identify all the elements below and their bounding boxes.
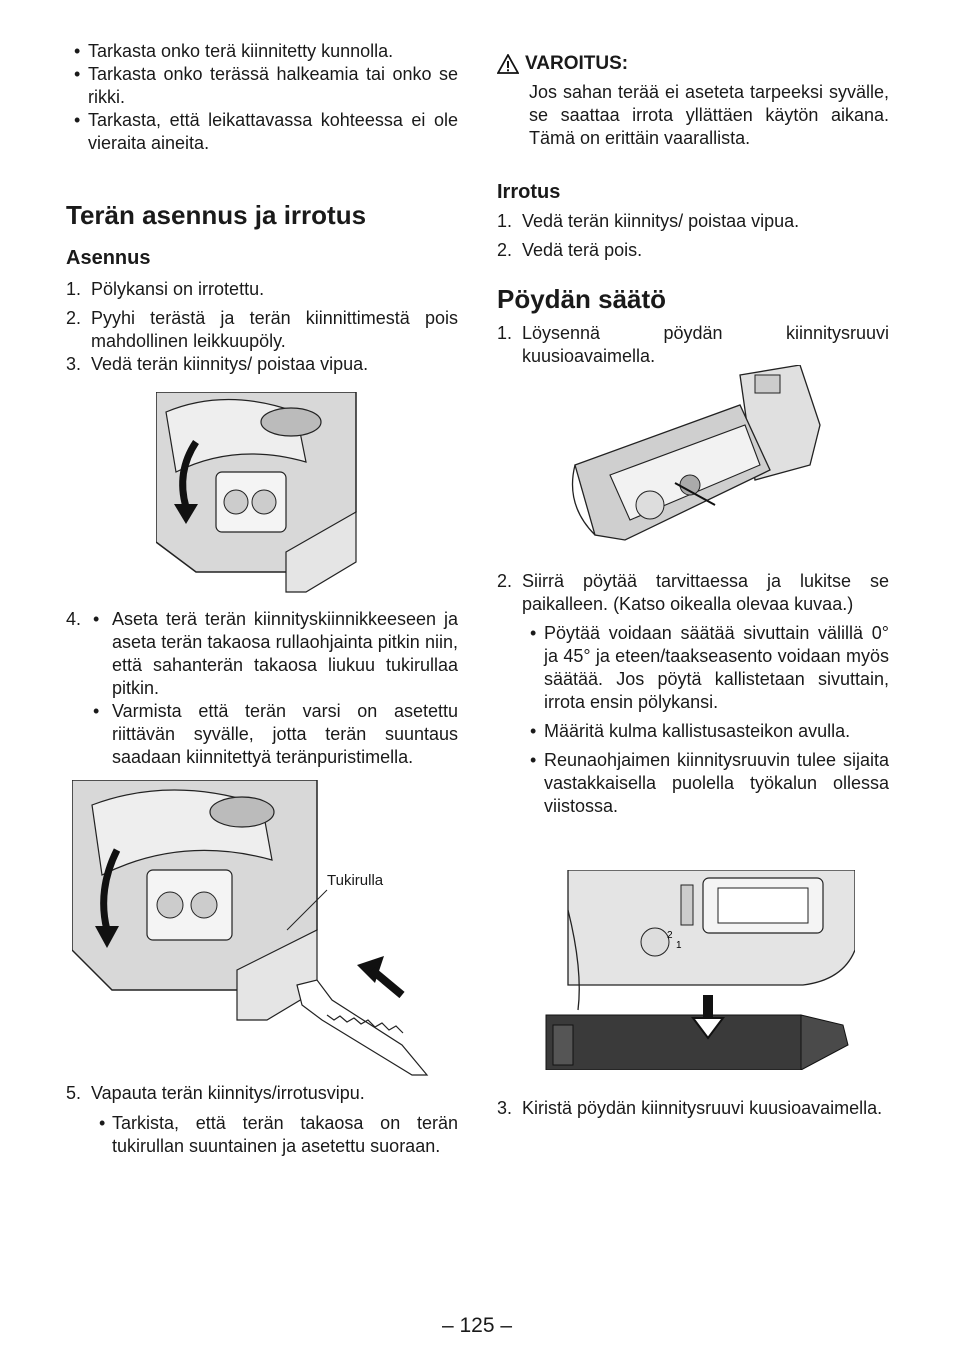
poyta-title: Pöydän säätö <box>497 284 667 314</box>
list-item: 3. Kiristä pöydän kiinnitysruuvi kuusioavaimella. <box>497 1098 883 1118</box>
list-item: 1. Vedä terän kiinnitys/ poistaa vipua. <box>497 211 800 231</box>
left-column <box>66 40 458 376</box>
caption-tukirulla: Tukirulla <box>327 872 384 889</box>
list-item: 3. Vedä terän kiinnitys/ poistaa vipua. <box>66 354 369 374</box>
list-item: • Varmista että terän varsi on asetettu riittävän syvälle, jotta terän suuntaus saadaan kiinnitettyä teränpuristimella. <box>93 701 458 767</box>
right-column-bottom <box>497 1097 889 1120</box>
list-item: • Tarkasta onko terä kiinnitetty kunnolla. <box>74 41 394 61</box>
left-column-bottom <box>66 1082 458 1158</box>
list-item: • Reunaohjaimen kiinnitysruuvin tulee sijaita vastakkaisella puolella työkalun ollessa viistossa. <box>530 750 889 816</box>
table-adjust-figure <box>543 870 855 1070</box>
list-item: • Pöytää voidaan säätää sivuttain välillä 0° ja 45° ja eteen/taakseasento voidaan myös säätää. Jos pöytä kallistetaan sivuttain, irrota ensin pölykansi. <box>530 623 889 712</box>
warning-text: Jos sahan terää ei aseteta tarpeeksi syvälle, se saattaa irrota yllättäen käytön aikana. Tämä on erittäin vaarallista. <box>529 82 889 148</box>
page-number: – 125 – <box>441 1314 513 1337</box>
warning-icon <box>497 54 519 74</box>
list-item: 5. Vapauta terän kiinnitys/irrotusvipu. <box>66 1083 365 1103</box>
list-item: • Määritä kulma kallistusasteikon avulla. <box>530 721 851 741</box>
jigsaw-underside-figure <box>565 365 825 555</box>
blade-insert-figure <box>72 780 452 1080</box>
list-item: • Tarkasta onko terässä halkeamia tai onko se rikki. <box>74 64 458 107</box>
label-2: 2 <box>667 930 673 941</box>
right-column <box>497 53 889 368</box>
section-title: Terän asennus ja irrotus <box>66 200 367 230</box>
list-item: 1. Löysennä pöydän kiinnitysruuvi kuusioavaimella. <box>497 323 889 366</box>
warning-heading: VAROITUS: <box>497 53 889 75</box>
irrotus-title: Irrotus <box>497 181 561 203</box>
list-item: • Tarkista, että terän takaosa on terän tukirullan suuntainen ja asetettu suoraan. <box>99 1113 458 1156</box>
list-item: 2. Pyyhi terästä ja terän kiinnittimestä pois mahdollinen leikkuupöly. <box>66 308 458 351</box>
list-item: 2. Siirrä pöytää tarvittaessa ja lukitse se paikalleen. (Katso oikealla olevaa kuvaa.) <box>497 571 889 614</box>
left-column-mid <box>66 608 458 769</box>
list-item: 4. • Aseta terä terän kiinnityskiinnikkeeseen ja aseta terän takaosa rullaohjainta pitkin niin, että sahanterän takaosa liukuu tukirullaa pitkin. <box>66 609 458 698</box>
list-item: • Tarkasta, että leikattavassa kohteessa ei ole vieraita aineita. <box>74 110 458 153</box>
blade-holder-figure-1 <box>156 392 366 594</box>
asennus-title: Asennus <box>66 247 151 269</box>
right-column-mid <box>497 570 889 818</box>
list-item: 1. Pölykansi on irrotettu. <box>66 279 265 299</box>
label-1: 1 <box>676 940 682 951</box>
list-item: 2. Vedä terä pois. <box>497 240 643 260</box>
